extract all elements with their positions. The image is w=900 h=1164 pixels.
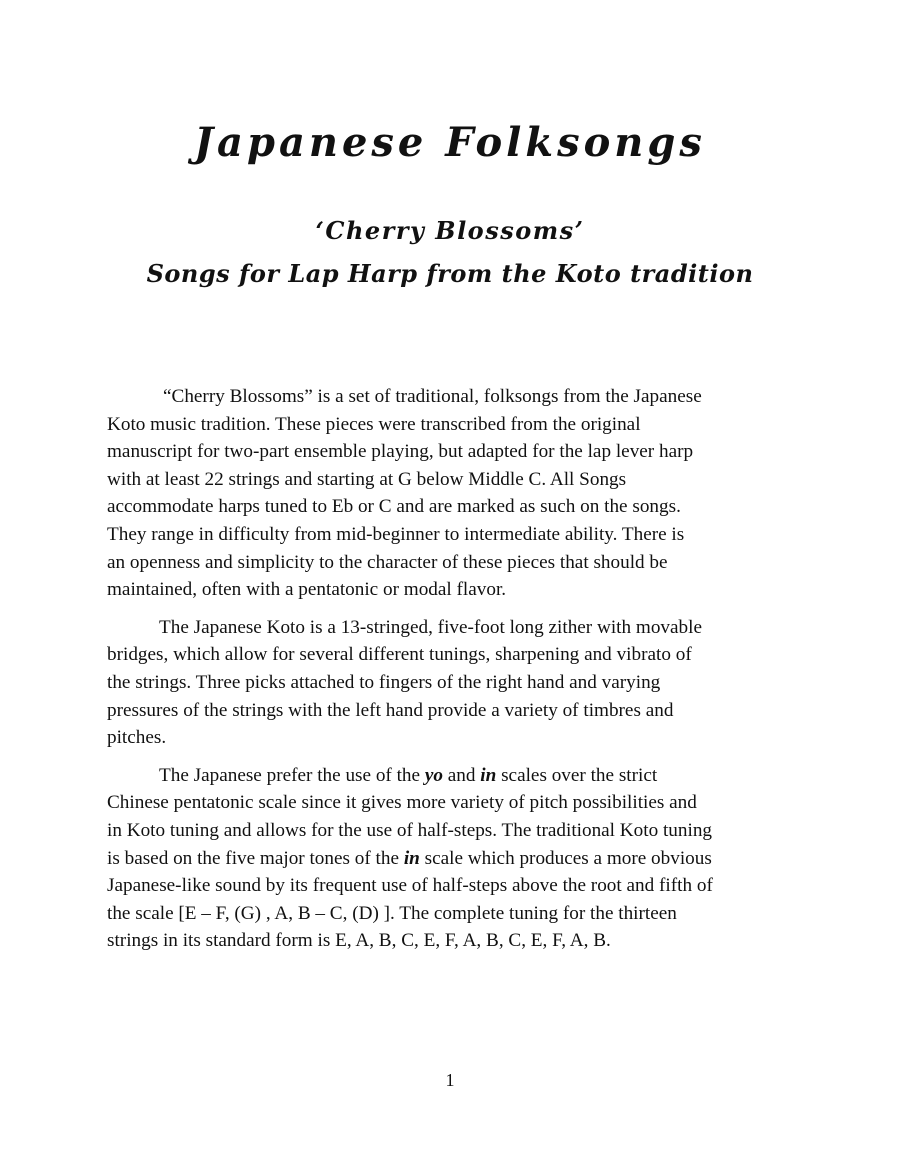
- paragraph-line: “Cherry Blossoms” is a set of traditional, folksongs from the Japanese: [163, 386, 702, 407]
- paragraph-line: [107, 845, 797, 873]
- paragraph-line: Koto music tradition. These pieces were transcribed from the original: [107, 413, 641, 435]
- paragraph-line: manuscript for two-part ensemble playing, but adapted for the lap lever harp: [107, 441, 694, 463]
- term-in: in: [480, 764, 497, 786]
- paragraph-line: maintained, often with a pentatonic or modal flavor.: [107, 579, 507, 601]
- text-run: The Japanese prefer the use of the: [159, 764, 425, 786]
- page-number: 1: [445, 1070, 455, 1090]
- paragraph-line: They range in difficulty from mid-beginner to intermediate ability. There is: [107, 523, 685, 545]
- paragraph-line: the strings. Three picks attached to fingers of the right hand and varying: [107, 671, 661, 693]
- paragraph-line: pressures of the strings with the left hand provide a variety of timbres and: [107, 699, 674, 721]
- paragraph-scales: [107, 762, 797, 955]
- paragraph-line: accommodate harps tuned to Eb or C and are marked as such on the songs.: [107, 496, 681, 518]
- subtitle: ‘Cherry Blossoms’: [315, 216, 585, 245]
- subtitle-secondary: Songs for Lap Harp from the Koto tradition: [146, 259, 754, 288]
- text-run: scale which produces a more obvious: [419, 847, 712, 869]
- text-run: is based on the five major tones of the: [107, 847, 404, 869]
- term-yo: yo: [424, 764, 443, 786]
- paragraph-line: The Japanese Koto is a 13-stringed, five-foot long zither with movable: [159, 616, 702, 638]
- paragraph-line: an openness and simplicity to the character of these pieces that should be: [107, 551, 668, 573]
- term-in: in: [403, 847, 420, 869]
- paragraph-line: bridges, which allow for several different tunings, sharpening and vibrato of: [107, 644, 692, 666]
- paragraph-line: the scale [E – F, (G) , A, B – C, (D) ]. The complete tuning for the thirteen: [107, 902, 677, 924]
- paragraph-line: in Koto tuning and allows for the use of half-steps. The traditional Koto tuning: [107, 819, 713, 841]
- paragraph-line: strings in its standard form is E, A, B, C, E, F, A, B, C, E, F, A, B.: [107, 930, 611, 952]
- paragraph-line: with at least 22 strings and starting at G below Middle C. All Songs: [107, 468, 627, 490]
- text-run: scales over the strict: [496, 764, 658, 786]
- paragraph-line: Japanese-like sound by its frequent use of half-steps above the root and fifth of: [107, 875, 713, 897]
- paragraph-intro: [107, 383, 797, 604]
- page-title: Japanese Folksongs: [194, 118, 706, 166]
- paragraph-line: pitches.: [107, 727, 167, 749]
- paragraph-line: Chinese pentatonic scale since it gives more variety of pitch possibilities and: [107, 792, 697, 814]
- paragraph-koto: [107, 614, 797, 752]
- body-text: [107, 383, 797, 955]
- text-run: and: [442, 764, 481, 786]
- paragraph-line: [107, 762, 797, 790]
